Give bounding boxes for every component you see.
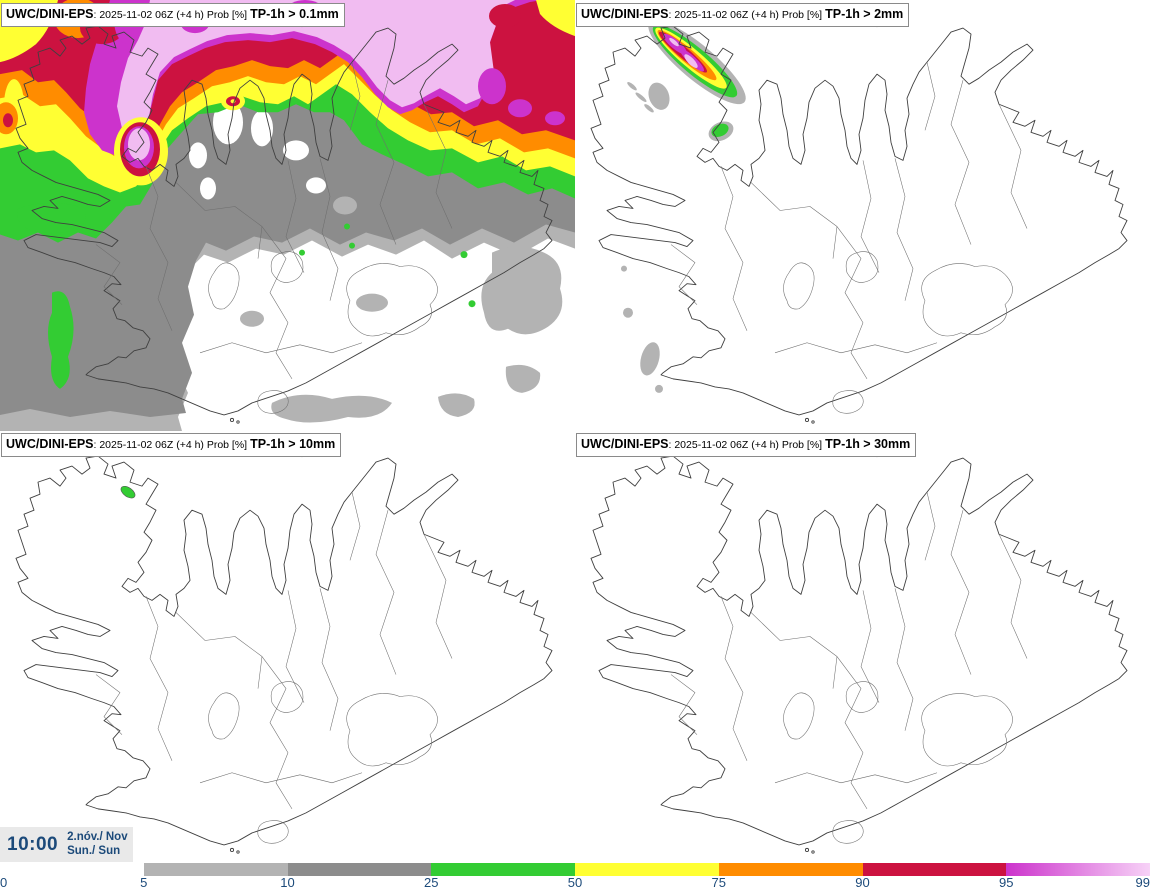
colorbar-tick-10: 10 [280, 875, 295, 890]
colorbar-tick-50: 50 [567, 875, 583, 890]
map-panel-4 [575, 430, 1150, 861]
colorbar-tick-5: 5 [140, 875, 148, 890]
panel-title-2 [576, 3, 909, 27]
run-info: : 2025-11-02 06Z (+4 h) Prob [%] [668, 9, 823, 21]
panel-title-1 [1, 3, 345, 27]
iceland-map-prob-2mm [575, 0, 1150, 431]
model-label: UWC/DINI-EPS [6, 7, 94, 21]
valid-time: 10:00 [7, 833, 59, 855]
model-label: UWC/DINI-EPS [6, 437, 94, 451]
threshold-label: TP-1h > 0.1mm [250, 7, 339, 21]
colorbar-tick-25: 25 [424, 875, 439, 890]
colorbar-tick-99: 99 [1135, 875, 1150, 890]
valid-date [67, 831, 128, 859]
run-info: : 2025-11-02 06Z (+4 h) Prob [%] [93, 9, 248, 21]
colorbar-tick-95: 95 [999, 875, 1014, 890]
run-info: : 2025-11-02 06Z (+4 h) Prob [%] [93, 439, 248, 451]
valid-date-line2: Sun./ Sun [67, 844, 121, 857]
model-label: UWC/DINI-EPS [581, 7, 669, 21]
iceland-map-prob-30mm [575, 430, 1150, 861]
colorbar-tick-labels [0, 875, 1150, 891]
map-panel-2 [575, 0, 1150, 431]
panel-title-4 [576, 433, 916, 457]
run-info: : 2025-11-02 06Z (+4 h) Prob [%] [668, 439, 823, 451]
map-panel-1 [0, 0, 575, 431]
colorbar-tick-0: 0 [0, 875, 8, 890]
iceland-map-prob-0p1mm [0, 0, 575, 431]
threshold-label: TP-1h > 2mm [825, 7, 904, 21]
model-label: UWC/DINI-EPS [581, 437, 669, 451]
iceland-map-prob-10mm [0, 430, 575, 861]
threshold-label: TP-1h > 30mm [825, 437, 911, 451]
map-panel-3 [0, 430, 575, 861]
threshold-label: TP-1h > 10mm [250, 437, 336, 451]
panel-title-3 [1, 433, 341, 457]
colorbar-tick-90: 90 [855, 875, 870, 890]
valid-date-line1: 2.nóv./ Nov [67, 830, 128, 843]
colorbar-tick-75: 75 [711, 875, 726, 890]
valid-time-box [0, 827, 133, 862]
